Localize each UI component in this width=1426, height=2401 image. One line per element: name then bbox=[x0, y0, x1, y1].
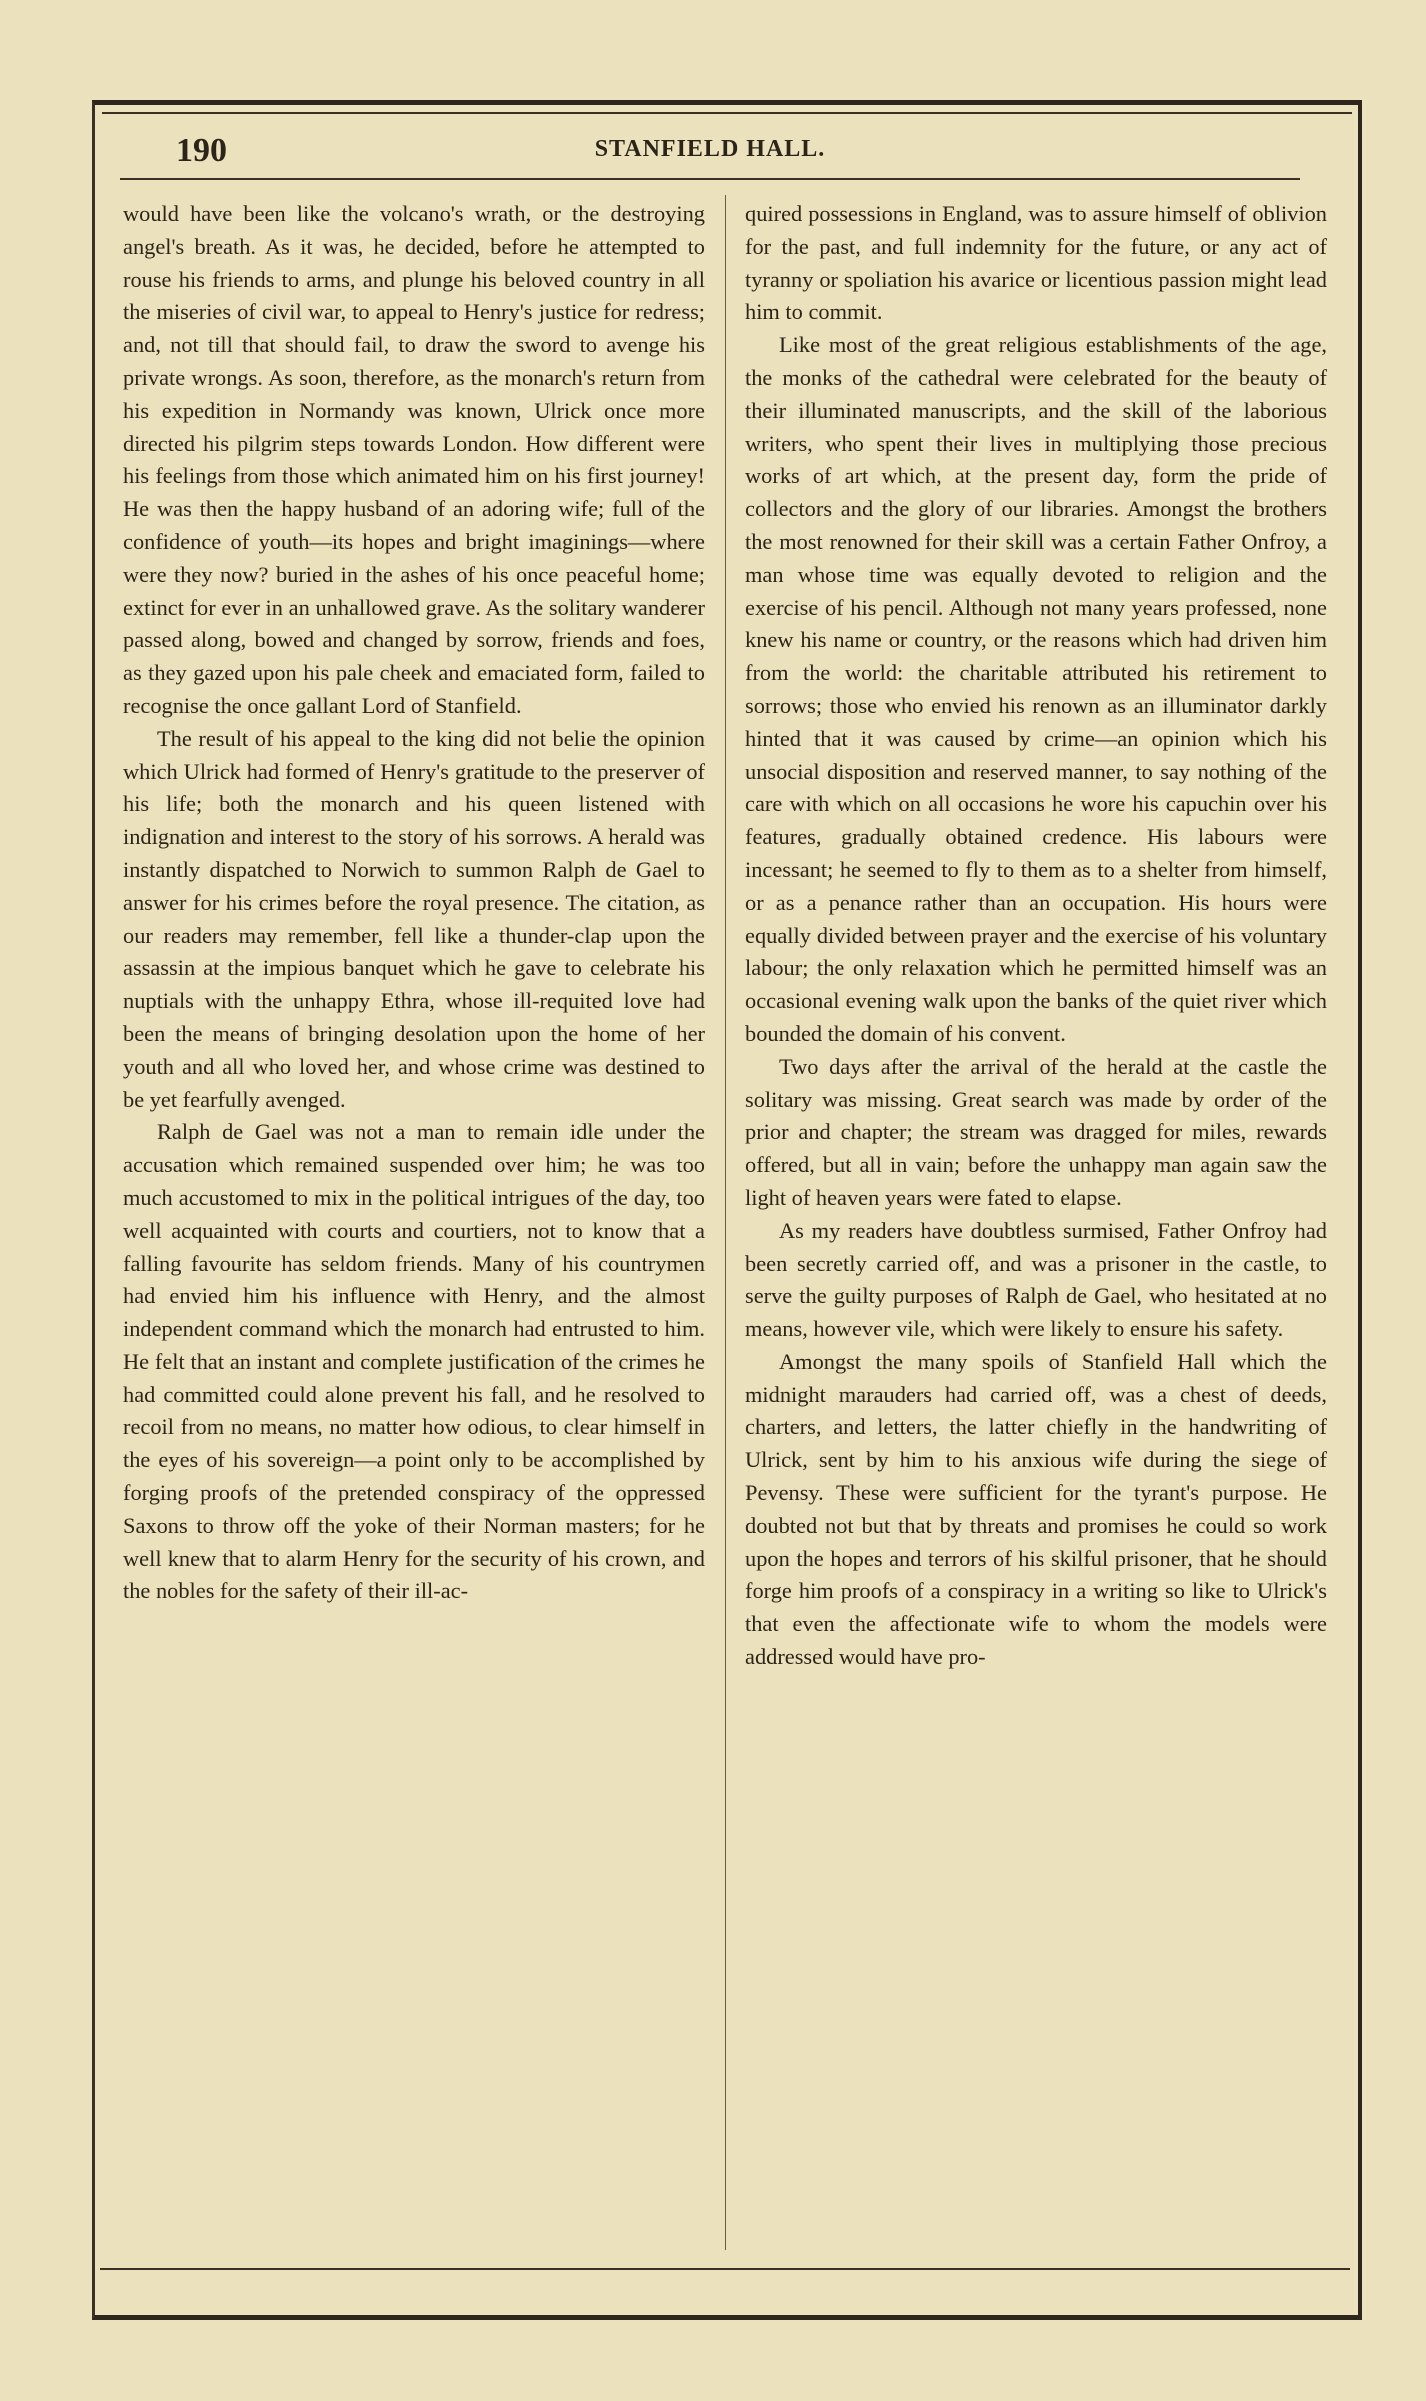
page-header bbox=[120, 126, 1300, 180]
paragraph: The result of his appeal to the king did not belie the opinion which Ulrick had formed of Henry's gratitude to the preserver of his life; both the monarch and his queen listened with indignation and interest to the story of his sorrows. A herald was instantly dispatched to Norwich to summon Ralph de Gael to answer for his crimes before the royal presence. The citation, as our readers may remember, fell like a thunder-clap upon the assassin at the impious banquet which he gave to celebrate his nuptials with the unhappy Ethra, whose ill-requited love had been the means of bringing desolation upon the home of her youth and all who loved her, and whose crime was destined to be yet fearfully avenged. bbox=[123, 725, 705, 1112]
paragraph: would have been like the volcano's wrath, or the destroying angel's breath. As it was, he decided, before he attempted to rouse his friends to arms, and plunge his beloved country in all the miseries of civil war, to appeal to Henry's justice for redress; and, not till that should fail, to draw the sword to avenge his private wrongs. As soon, therefore, as the monarch's return from his expedition in Normandy was known, Ulrick once more directed his pilgrim steps towards London. How different were his feelings from those which animated him on his first journey! He was then the happy husband of an adoring wife; full of the confidence of youth—its hopes and bright imaginings—where were they now? buried in the ashes of his once peaceful home; extinct for ever in an unhallowed grave. As the solitary wanderer passed along, bowed and changed by sorrow, friends and foes, as they gazed upon his pale cheek and emaciated form, failed to recognise the once gallant Lord of Stanfield. bbox=[123, 201, 705, 718]
paragraph: quired possessions in England, was to assure himself of oblivion for the past, and full indemnity for the future, or any act of tyranny or spoliation his avarice or licentious passion might lead him to commit. bbox=[745, 201, 1327, 325]
paragraph: Ralph de Gael was not a man to remain idle under the accusation which remained suspended over him; he was too much accustomed to mix in the political intrigues of the day, too well acquainted with courts and courtiers, not to know that a falling favourite has seldom friends. Many of his countrymen had envied him his influence with Henry, and the almost independent command which the monarch had entrusted to him. He felt that an instant and complete justification of the crimes he had committed could alone prevent his fall, and he resolved to recoil from no means, no matter how odious, to clear himself in the eyes of his sovereign—a point only to be accomplished by forging proofs of the pretended conspiracy of the oppressed Saxons to throw off the yoke of their Norman masters; for he well knew that to alarm Henry for the security of his crown, and the nobles for the safety of their ill-ac- bbox=[123, 1119, 705, 1604]
paragraph: Amongst the many spoils of Stanfield Hall which the midnight marauders had carried off, was a chest of deeds, charters, and letters, the latter chiefly in the handwriting of Ulrick, sent by him to his anxious wife during the siege of Pevensy. These were sufficient for the tyrant's purpose. He doubted not but that by threats and promises he could so work upon the hopes and terrors of his skilful prisoner, that he should forge him proofs of a conspiracy in a writing so like to Ulrick's that even the affectionate wife to whom the models were addressed would have pro- bbox=[745, 1348, 1327, 1670]
right-column bbox=[745, 198, 1327, 1674]
paragraph: Two days after the arrival of the herald at the castle the solitary was missing. Great search was made by order of the prior and chapter; the stream was dragged for miles, rewards offered, but all in vain; before the unhappy man again saw the light of heaven years were fated to elapse. bbox=[745, 1053, 1327, 1210]
running-title: STANFIELD HALL. bbox=[594, 136, 826, 162]
page-number: 190 bbox=[176, 132, 227, 169]
column-divider bbox=[725, 195, 726, 2250]
paragraph: Like most of the great religious establishments of the age, the monks of the cathedral were celebrated for the beauty of their illuminated manuscripts, and the skill of the laborious writers, who spent their lives in multiplying those precious works of art which, at the present day, form the pride of collectors and the glory of our libraries. Amongst the brothers the most renowned for their skill was a certain Father Onfroy, a man whose time was equally devoted to religion and the exercise of his pencil. Although not many years professed, none knew his name or country, or the reasons which had driven him from the world: the charitable attributed his retirement to sorrows; those who envied his renown as an illuminator darkly hinted that it was caused by crime—an opinion which his unsocial disposition and reserved manner, to say nothing of the care with which on all occasions he wore his capuchin over his features, gradually obtained credence. His labours were incessant; he seemed to fly to them as to a shelter from himself, or as a penance rather than an occupation. His hours were equally divided between prayer and the exercise of his voluntary labour; the only relaxation which he permitted himself was an occasional evening walk upon the banks of the quiet river which bounded the domain of his convent. bbox=[745, 332, 1327, 1046]
paragraph: As my readers have doubtless surmised, Father Onfroy had been secretly carried off, and was a prisoner in the castle, to serve the guilty purposes of Ralph de Gael, who hesitated at no means, however vile, which were likely to ensure his safety. bbox=[745, 1217, 1327, 1342]
bottom-rule bbox=[100, 2268, 1350, 2270]
top-rule bbox=[102, 112, 1352, 114]
left-column bbox=[123, 198, 705, 1608]
